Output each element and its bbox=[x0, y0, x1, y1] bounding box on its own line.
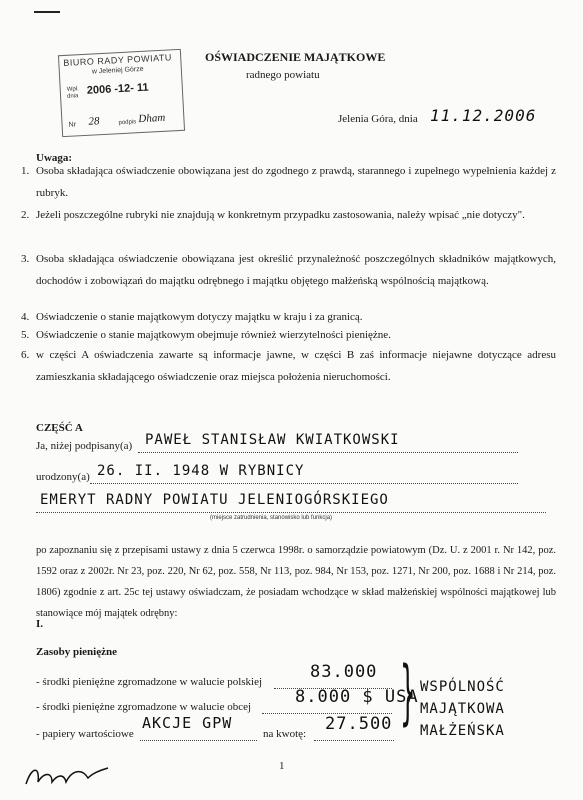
statement-text: po zapoznaniu się z przepisami ustawy z dnia 5 czerwca 1998r. o samorządzie powiatowym (Dz. U. z 2001 r. Nr 142, poz. 1592 oraz z 2002r. Nr 23, poz. 220, Nr 62, poz. 558, Nr 113, poz. 984, Nr 153, poz. 1271, Nr 200, poz. 1688 i Nr 214, poz. 1806) zgodnie z art. 25c tej ustawy oświadczam, że posiadam wchodzące w skład małżeńskiej wspólności majątkowej lub stanowiące mój majątek odrębny: bbox=[36, 545, 556, 619]
document-title: OŚWIADCZENIE MAJĄTKOWE bbox=[205, 50, 386, 64]
workplace-value: EMERYT RADNY POWIATU JELENIOGÓRSKIEGO bbox=[40, 492, 389, 508]
stamp-signature-label: podpis bbox=[118, 119, 137, 127]
securities-amount-value: 27.500 bbox=[325, 714, 393, 734]
stamp-nr-value: 28 bbox=[88, 115, 100, 128]
note-number: 2. bbox=[21, 209, 30, 221]
note-text: Jeżeli poszczególne rubryki nie znajdują w konkretnym przypadku zastosowania, należy wpisać „nie dotyczy". bbox=[36, 209, 525, 221]
part-a-heading: CZĘŚĆ A bbox=[36, 422, 83, 434]
note-number: 1. bbox=[21, 165, 30, 177]
stamp-city: w Jeleniej Górze bbox=[91, 65, 144, 76]
joint-property-note bbox=[420, 676, 505, 742]
page-number: 1 bbox=[279, 760, 285, 772]
note-number: 6. bbox=[21, 349, 30, 361]
note-text: w części A oświadczenia zawarte są informacje jawne, w części B zaś informacje niejawne dotyczące adresu zamieszkania składającego oświadczenie oraz miejsca położenia nieruchomości. bbox=[36, 349, 556, 383]
signer-label: Ja, niżej podpisany(a) bbox=[36, 440, 133, 452]
workplace-caption: (miejsce zatrudnienia, stanowisko lub funkcja) bbox=[210, 515, 333, 521]
notes-label: Uwaga: bbox=[36, 152, 73, 164]
handwritten-date: 11.12.2006 bbox=[430, 106, 537, 125]
note-text: Osoba składająca oświadczenie obowiązana jest określić przynależność poszczególnych składników majątkowych, dochodów i zobowiązań do majątku odrębnego i majątku objętego małżeńską wspólnością majątkową. bbox=[36, 253, 556, 287]
registry-stamp bbox=[58, 49, 185, 137]
stamp-office-name: BIURO RADY POWIATU bbox=[63, 52, 173, 68]
initials-signature bbox=[22, 760, 112, 792]
securities-amount-line bbox=[314, 740, 394, 741]
cash-foreign-value: 8.000 $ USA bbox=[295, 687, 419, 707]
born-label: urodzony(a) bbox=[36, 471, 90, 483]
note-item bbox=[21, 160, 556, 204]
stamp-received-label: Wpł. dnia bbox=[66, 86, 79, 100]
note-text: Oświadczenie o stanie majątkowym obejmuje również wierzytelności pieniężne. bbox=[36, 329, 391, 341]
cash-pln-label: - środki pieniężne zgromadzone w walucie polskiej bbox=[36, 676, 263, 688]
note-item bbox=[21, 204, 556, 226]
workplace-line bbox=[36, 512, 546, 513]
top-dash-mark bbox=[34, 11, 60, 13]
securities-amount-label: na kwotę: bbox=[263, 728, 307, 740]
section-roman: I. bbox=[36, 618, 44, 630]
section-heading: Zasoby pieniężne bbox=[36, 646, 117, 658]
signer-name: PAWEŁ STANISŁAW KWIATKOWSKI bbox=[145, 432, 400, 448]
document-subtitle: radnego powiatu bbox=[246, 69, 320, 81]
securities-line bbox=[140, 740, 257, 741]
cash-pln-value: 83.000 bbox=[310, 662, 378, 682]
joint-property-line: MAJĄTKOWA bbox=[420, 701, 505, 717]
securities-value: AKCJE GPW bbox=[142, 714, 233, 732]
place-date-label: Jelenia Góra, dnia bbox=[338, 113, 418, 125]
note-text: Osoba składająca oświadczenie obowiązana jest do zgodnego z prawdą, starannego i zupełnego wypełnienia każdej z rubryk. bbox=[36, 165, 556, 199]
signer-line bbox=[138, 452, 518, 453]
born-value: 26. II. 1948 W RYBNICY bbox=[97, 463, 305, 479]
joint-property-line: WSPÓLNOŚĆ bbox=[420, 679, 505, 695]
brace-mark: } bbox=[400, 651, 416, 733]
note-item bbox=[21, 344, 556, 388]
stamp-signature-value: Dham bbox=[138, 111, 166, 126]
born-line bbox=[90, 483, 518, 484]
note-text: Oświadczenie o stanie majątkowym dotyczy majątku w kraju i za granicą. bbox=[36, 311, 363, 323]
note-number: 3. bbox=[21, 253, 30, 265]
stamp-nr-label: Nr bbox=[68, 121, 77, 129]
note-number: 4. bbox=[21, 311, 30, 323]
cash-foreign-label: - środki pieniężne zgromadzone w walucie obcej bbox=[36, 701, 252, 713]
note-item bbox=[21, 324, 556, 346]
securities-label: - papiery wartościowe bbox=[36, 728, 134, 740]
note-item bbox=[21, 248, 556, 292]
joint-property-line: MAŁŻEŃSKA bbox=[420, 723, 505, 739]
stamp-date: 2006 -12- 11 bbox=[86, 81, 149, 97]
note-number: 5. bbox=[21, 329, 30, 341]
